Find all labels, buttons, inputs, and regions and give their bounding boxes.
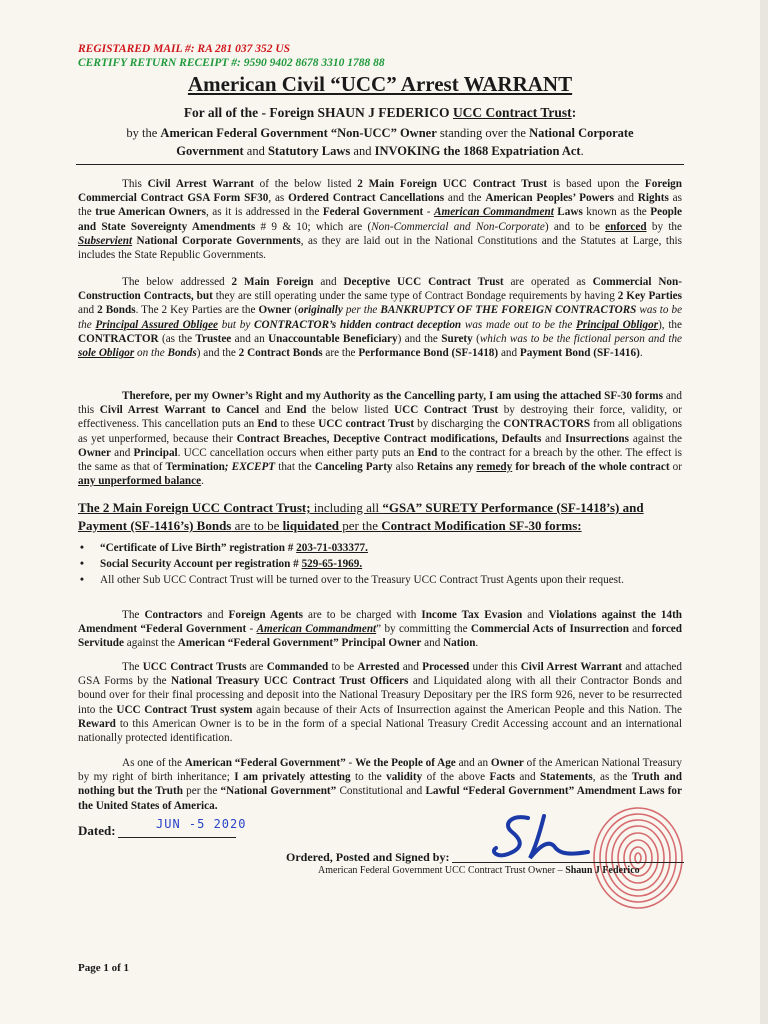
paragraph-run: that the <box>275 461 315 474</box>
paragraph-run: Federal Government <box>322 206 424 219</box>
paragraph-run: CONTRACTOR <box>78 332 159 345</box>
paragraph-run: and <box>498 347 520 360</box>
paragraph-run: of the American National Treasury by my right of birth inheritance; <box>78 757 682 784</box>
paragraph-run: Owner <box>78 446 111 459</box>
date-line <box>118 837 236 838</box>
paragraph-run: but by <box>218 318 255 331</box>
paragraph-run: End <box>417 446 438 459</box>
paragraph-run: The <box>122 661 143 673</box>
paragraph-run: American Peoples’ Powers <box>485 192 614 205</box>
paragraph-run: any unperformed balance <box>78 475 202 488</box>
ordered-signed-label: Ordered, Posted and Signed by: <box>286 850 450 864</box>
paragraph-run: was made out to be the <box>461 318 577 331</box>
paragraph-run: validity <box>386 771 423 784</box>
paragraph-run: Constitutional and <box>336 785 426 798</box>
paragraph-run: Performance Bond (SF-1418) <box>358 347 499 360</box>
paragraph-run: Contractors <box>144 609 203 621</box>
paragraph-run: Owner <box>258 304 292 317</box>
paragraph-run: from all obligations as yet unperformed, because their <box>78 418 682 445</box>
paragraph-run: . <box>475 637 479 650</box>
paragraph-run: American Commandment <box>434 206 554 219</box>
paragraph-run: known as the <box>582 206 651 219</box>
paragraph-run: was to be the <box>78 304 683 331</box>
paragraph-run: and an <box>455 757 491 769</box>
owner-title <box>318 865 640 876</box>
paragraph-run: - <box>345 757 356 769</box>
paragraph-run: to be <box>328 661 358 673</box>
paragraph-run: As one of the <box>122 757 185 769</box>
list-item-label: “Certificate of Live Birth” registration # <box>100 542 297 554</box>
paragraph-run: by destroying their force, validity, or effectiveness. This cancellation puts an <box>78 404 683 431</box>
paragraph-run: Payment Bond (SF-1416) <box>519 347 640 360</box>
owner-title-text: American Federal Government UCC Contract Trust Owner – <box>318 865 566 876</box>
paragraph-run: Principal <box>133 446 178 459</box>
section-heading-contract-trust <box>78 499 682 535</box>
paragraph-run: Civil Arrest Warrant <box>147 178 254 190</box>
sect-f: per the <box>338 518 382 533</box>
paragraph-run: Non-Commercial and Non-Corporate <box>371 220 545 233</box>
paragraph-run: to the contract for a breach by the other. The effect is the same as that of <box>78 446 683 474</box>
paragraph-run: Owner <box>490 757 524 769</box>
paragraph-run: and <box>399 661 423 673</box>
paragraph-run: # 9 & 10; which are ( <box>255 220 372 233</box>
paragraph-run: Lawful “Federal Government” Amendment Laws for the United States of America. <box>78 785 682 812</box>
paragraph-run: , as it is addressed in the <box>205 206 323 219</box>
paragraph-run: sole Obligor <box>78 347 135 360</box>
document-title: American Civil “UCC” Arrest WARRANT <box>187 72 573 96</box>
paragraph-run: Retains any <box>416 461 477 474</box>
paragraph-run: End <box>257 418 278 431</box>
paragraph-run: (as the <box>158 332 196 345</box>
list-item <box>78 557 682 571</box>
paragraph-run: and Liquidated along with all their Contractor Bonds and bound over for their final processing and deposit into the National Treasury Depositary per the IRS form 926, never to be resurrected into the <box>78 675 682 716</box>
paragraph-run: . UCC cancellation occurs when either party puts an <box>177 446 418 459</box>
paragraph-run: is based upon the <box>547 178 645 190</box>
header-divider <box>76 164 684 165</box>
paragraph-run: under this <box>469 661 521 673</box>
paragraph-run: are to be charged with <box>303 609 422 621</box>
paragraph-run: and <box>515 771 540 784</box>
list-item-number: 203-71-033377. <box>296 542 368 554</box>
paragraph-run: ) and to be <box>544 220 606 233</box>
paragraph-run: Foreign Agents <box>228 609 303 621</box>
paragraph-run: per the <box>342 304 381 317</box>
sect-a: The 2 Main Foreign UCC Contract Trust; <box>78 500 311 515</box>
paragraph-run: BANKRUPTCY OF THE FOREIGN CONTRACTORS <box>380 304 637 317</box>
paragraph-run: Termination <box>165 461 225 474</box>
paragraph-run: Civil Arrest Warrant to Cancel <box>99 404 260 417</box>
paragraph-run: Statements <box>539 771 593 784</box>
paragraph-run: and <box>313 276 344 288</box>
paragraph-run: Rights <box>637 192 669 205</box>
paragraph-run: ) and the <box>397 332 442 345</box>
list-item-number: 529-65-1969. <box>301 558 363 571</box>
paragraph-run: ) and the <box>196 347 239 360</box>
paragraph-run: ( <box>472 332 480 345</box>
paragraph-run: 2 Contract Bonds <box>238 347 323 360</box>
paragraph-run: CONTRACTOR’s hidden contract deception <box>254 318 462 331</box>
paragraph-run: National Corporate Governments <box>132 234 301 247</box>
sub2-a: by the <box>126 126 161 140</box>
paragraph-run: and <box>541 432 566 445</box>
paragraph-run: forced Servitude <box>78 623 682 650</box>
paragraph-run: 2 Main Foreign UCC Contract Trust <box>357 178 548 190</box>
paragraph-run: Civil Arrest Warrant <box>520 661 622 673</box>
paragraph-run: Commercial Acts of Insurrection <box>470 623 629 636</box>
sub2-d: National Corporate Government <box>176 126 634 158</box>
paragraph-run: UCC Contract Trust system <box>116 703 253 716</box>
paragraph-run: and <box>522 609 549 621</box>
paragraph-run: Violations against the 14th Amendment “Federal Government <box>78 609 683 636</box>
list-item-label: All other Sub UCC Contract Trust will be turned over to the Treasury UCC Contract Trust Agents upon their request. <box>100 574 624 587</box>
paragraph-run: Surety <box>441 332 473 345</box>
certify-return-receipt-number: CERTIFY RETURN RECEIPT #: 9590 9402 8678 3310 1788 88 <box>78 57 385 69</box>
paragraph-run: ), the <box>658 318 682 331</box>
paragraph-run: again because of their Acts of Insurrection against the American People and this Nation. The <box>252 703 682 716</box>
sect-d: are to be <box>231 518 283 533</box>
subtitle-trust: UCC Contract Trust <box>452 105 572 120</box>
paragraph-run: and an <box>231 332 269 345</box>
trust-list <box>78 541 682 590</box>
paragraph-run: Processed <box>422 661 470 673</box>
paragraph-run: Income Tax Evasion <box>421 609 523 621</box>
paragraph-run: to the <box>350 771 387 784</box>
paragraph-run: and <box>78 304 98 317</box>
paragraph-run: . <box>201 475 204 488</box>
paragraph-run: Nation <box>443 637 476 650</box>
paragraph-run: Arrested <box>357 661 400 673</box>
paragraph-run: against the <box>124 637 178 650</box>
paragraph-run: “National Government” <box>220 785 337 798</box>
paragraph-run: Deceptive UCC Contract Trust <box>343 276 504 288</box>
paragraph-run: Therefore, per my Owner’s Right and my Authority as the Cancelling party, I am using the attached SF-30 forms <box>122 390 663 402</box>
paragraph-run: UCC contract Trust <box>318 418 415 431</box>
paragraph-run: per the <box>182 785 221 798</box>
paragraph-run: Commanded <box>266 661 329 673</box>
sub2-b: American Federal Government “Non-UCC” Owner <box>160 126 437 140</box>
paragraph-run: of the below listed <box>253 178 358 190</box>
subtitle <box>0 105 760 121</box>
paragraph-run: or <box>669 461 682 474</box>
paragraph-run: 2 Main Foreign <box>231 276 314 288</box>
paragraph-run: Reward <box>78 717 116 730</box>
paragraph-run: and <box>259 404 287 417</box>
paragraph-run: Contract Breaches, Deceptive Contract modifications, Defaults <box>236 432 542 445</box>
paragraph-run: on the <box>134 347 168 360</box>
paragraph-run: Insurrections <box>565 432 629 445</box>
paragraph-run: End <box>286 404 307 417</box>
paragraph-cancellation <box>78 389 682 488</box>
paragraph-run: are the <box>322 347 359 360</box>
paragraph-run: - <box>423 206 435 219</box>
paragraph-run: CONTRACTORS <box>503 418 591 431</box>
paragraph-run: This <box>122 178 148 190</box>
paragraph-run: UCC Contract Trusts <box>142 661 247 673</box>
paragraph-run: Laws <box>553 206 583 219</box>
paragraph-run: Foreign Commercial Contract GSA Form SF30 <box>78 178 683 205</box>
paragraph-run: Trustee <box>195 332 232 345</box>
paragraph-processing <box>78 660 682 745</box>
paragraph-run: for breach of the whole contract <box>512 461 670 474</box>
paragraph-charges <box>78 608 682 651</box>
sub2-c: standing over the <box>436 126 530 140</box>
paragraph-run: also <box>392 461 417 474</box>
paragraph-run: originally <box>298 304 343 317</box>
paragraph-run: American “Federal Government” Principal Owner <box>177 637 422 650</box>
list-item-label: Social Security Account per registration # <box>100 558 302 571</box>
paragraph-run: Facts <box>489 771 516 784</box>
paragraph-basis <box>78 177 682 262</box>
registered-mail-number: REGISTARED MAIL #: RA 281 037 352 US <box>78 43 291 55</box>
paragraph-run: by discharging the <box>414 418 504 431</box>
paragraph-run: ” by committing the <box>376 623 471 636</box>
page-number: Page 1 of 1 <box>78 962 130 974</box>
paragraph-run: and this <box>78 390 682 417</box>
paragraph-run: , as the <box>592 771 632 784</box>
sect-g: Contract Modification SF-30 forms: <box>381 518 582 533</box>
paragraph-run: Ordered Contract Cancellations <box>288 192 445 205</box>
paragraph-run: Principal Obligor <box>576 318 659 331</box>
thumbprint-icon <box>588 800 688 912</box>
paragraph-run: true American Owners <box>95 206 206 219</box>
paragraph-run: , as <box>268 192 289 205</box>
paragraph-run: and <box>202 609 229 621</box>
paragraph-run: of the above <box>422 771 490 784</box>
paragraph-run: and the <box>444 192 486 205</box>
paragraph-run: Commercial Non-Construction Contracts, but <box>78 276 682 303</box>
paragraph-run: We the People of Age <box>355 757 456 769</box>
sect-b: including all <box>310 500 383 515</box>
paragraph-run: remedy <box>476 461 513 474</box>
paragraph-run: American “Federal Government” <box>184 757 346 769</box>
paragraph-run: and attached GSA Forms by the <box>78 661 682 688</box>
paragraph-run: People and State Sovereignty Amendments <box>78 206 682 233</box>
list-item <box>78 541 682 555</box>
paragraph-run: and <box>110 446 134 459</box>
paragraph-run: . The 2 Key Parties are the <box>135 304 259 317</box>
paragraph-run: Subservient <box>78 234 133 247</box>
paragraph-run: . <box>639 347 643 360</box>
paragraph-run: UCC Contract Trust <box>394 404 499 417</box>
paragraph-run: Bonds <box>167 347 197 360</box>
paragraph-run: Canceling Party <box>314 461 393 474</box>
sub2-i: . <box>580 144 584 158</box>
paragraph-run: and the <box>644 332 683 345</box>
paragraph-run: the below listed <box>306 404 395 417</box>
paragraph-run: American Commandment <box>256 623 377 636</box>
sub2-g: and <box>350 144 375 158</box>
signature-icon <box>484 812 594 868</box>
paragraph-run: ( <box>291 304 299 317</box>
paragraph-run: and <box>628 623 652 636</box>
sub2-f: Statutory Laws <box>267 144 351 158</box>
subtitle-lead: For all of the - Foreign SHAUN J FEDERICO <box>183 105 453 120</box>
paragraph-run: The below addressed <box>122 276 232 288</box>
paragraph-run: 2 Key Parties <box>617 290 682 303</box>
owner-name: Shaun J Federico <box>565 865 640 876</box>
dated-label: Dated: <box>78 823 116 838</box>
paragraph-run: and <box>421 637 444 650</box>
subtitle-authority <box>110 124 650 160</box>
subtitle-colon: : <box>571 105 577 120</box>
sect-e: liquidated <box>282 518 339 533</box>
paragraph-run: - <box>246 623 257 636</box>
date-stamp: JUN -5 2020 <box>156 817 247 831</box>
paragraph-run: I am privately attesting <box>234 771 351 784</box>
paragraph-run: are operated as <box>503 276 593 288</box>
paragraph-run: as the <box>78 192 683 219</box>
paragraph-run: enforced <box>605 220 647 233</box>
paragraph-contract-parties <box>78 275 682 360</box>
paragraph-run: Unaccountable Beneficiary <box>268 332 398 345</box>
signature-line <box>452 862 684 863</box>
sect-c: “GSA” SURETY Performance (SF-1418’s) and Payment (SF-1416’s) Bonds <box>78 500 644 533</box>
paragraph-run: they are still operating under the same type of Contract Bondage requirements by having <box>212 290 618 303</box>
paragraph-run: Principal Assured Obligee <box>95 318 219 331</box>
paragraph-run: are <box>246 661 267 673</box>
paragraph-run: The <box>122 609 145 621</box>
paragraph-run: Truth and nothing but the Truth <box>78 771 682 798</box>
paragraph-run: National Treasury UCC Contract Trust Officers <box>170 675 409 688</box>
paragraph-run: to these <box>277 418 319 431</box>
paragraph-run: by the <box>646 220 682 233</box>
paragraph-run: , as they are laid out in the National Constitutions and the Statutes at Large, this includes the State Republic Governments. <box>78 234 683 262</box>
sub2-h: INVOKING the 1868 Expatriation Act <box>374 144 581 158</box>
paragraph-run: which was to be the fictional person <box>479 332 645 345</box>
paragraph-run: against the <box>629 432 683 445</box>
paragraph-run: to this American Owner is to be in the form of a special National Treasury Credit Accessing account and an international nationally protected identification. <box>78 717 682 745</box>
paragraph-run: and <box>613 192 638 205</box>
sub2-e: and <box>243 144 268 158</box>
paragraph-run: 2 Bonds <box>97 304 136 317</box>
list-item <box>78 573 682 587</box>
paragraph-run: ; EXCEPT <box>224 461 276 474</box>
